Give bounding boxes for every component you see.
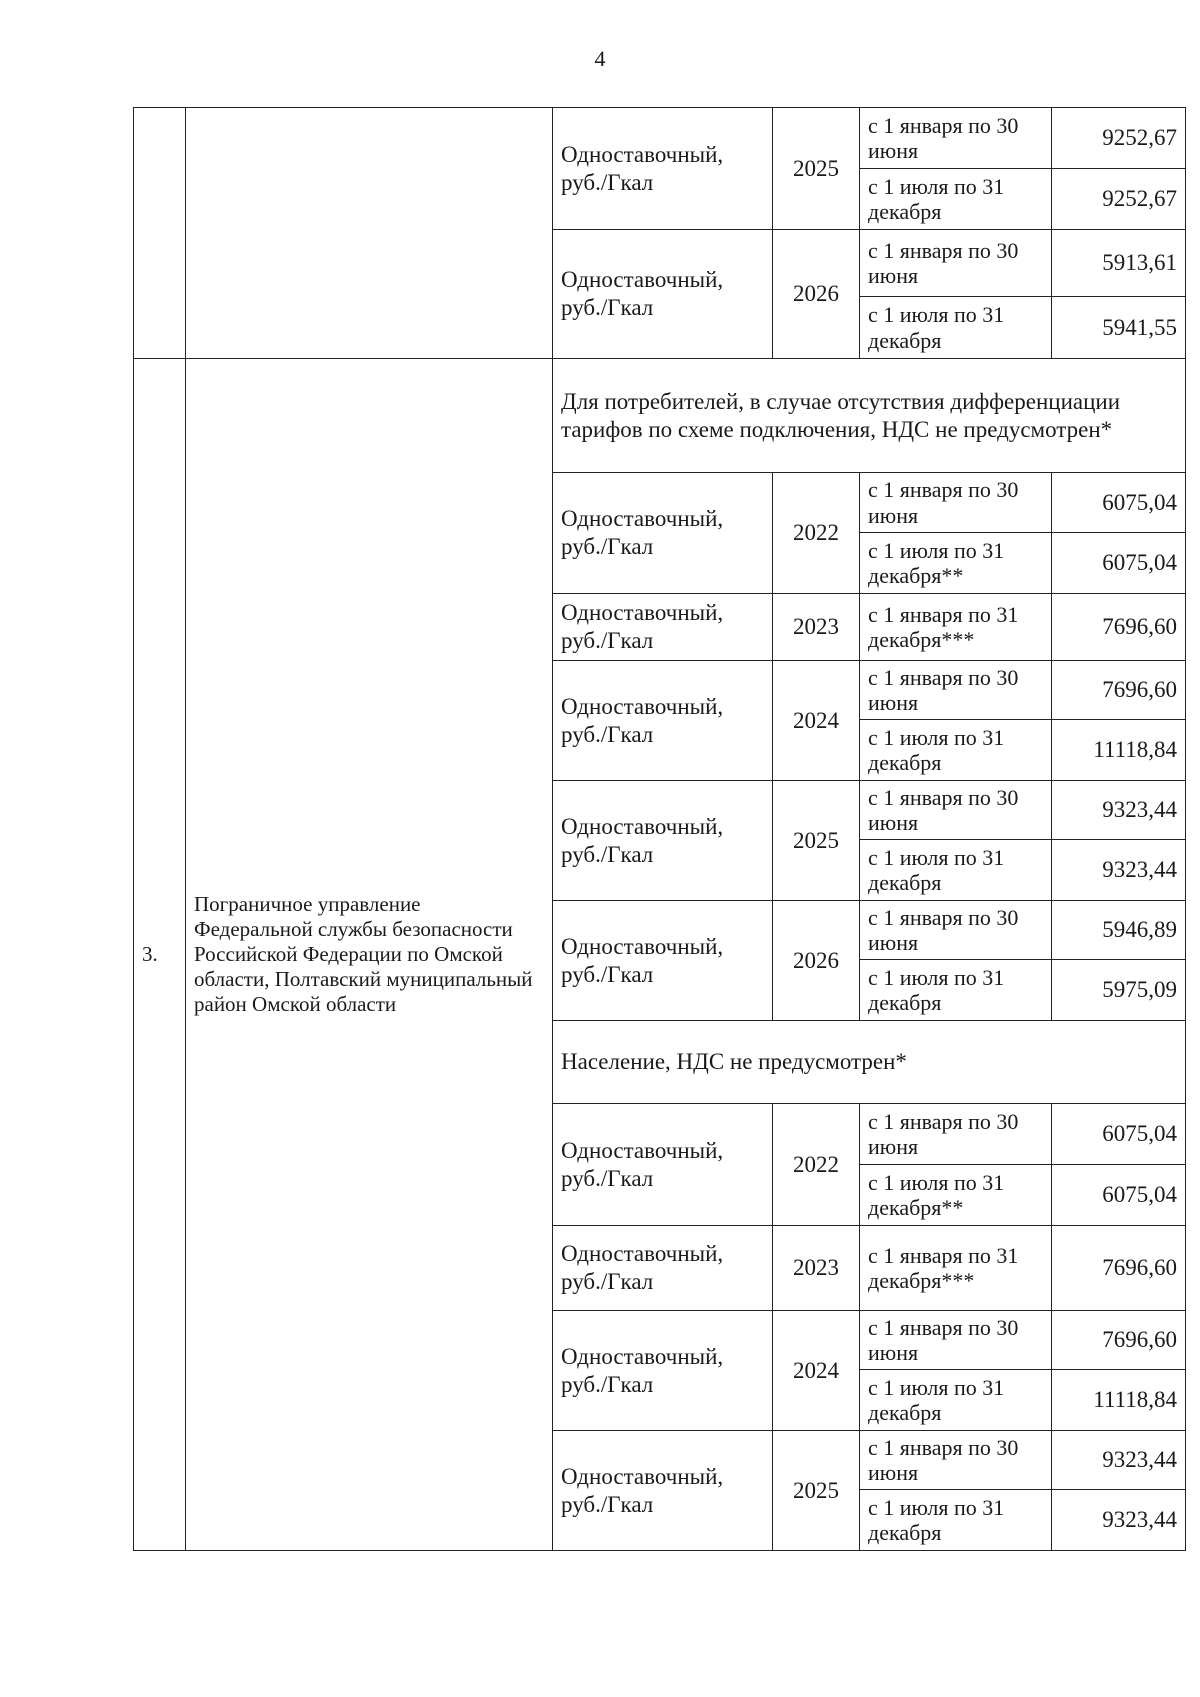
tariff-kind: Одноставочный, руб./Гкал: [553, 781, 773, 901]
tariff-kind: Одноставочный, руб./Гкал: [553, 230, 773, 359]
tariff-kind: Одноставочный, руб./Гкал: [553, 1311, 773, 1431]
cont-row-a1: [134, 108, 1186, 169]
tariff-price: 5946,89: [1052, 901, 1186, 960]
tariff-period: с 1 января по 30 июня: [860, 901, 1052, 960]
tariff-price: 9323,44: [1052, 781, 1186, 840]
tariff-price: 6075,04: [1052, 473, 1186, 533]
tariff-price: 7696,60: [1052, 661, 1186, 720]
tariff-period: с 1 июля по 31 декабря: [860, 1370, 1052, 1431]
cont-number-cell: [134, 108, 186, 359]
tariff-year: 2026: [773, 901, 860, 1021]
group-title-row: [134, 359, 1186, 473]
tariff-period: с 1 июля по 31 декабря: [860, 720, 1052, 781]
cont-organization-cell: [186, 108, 553, 359]
tariff-price: 9252,67: [1052, 108, 1186, 169]
tariff-price: 11118,84: [1052, 720, 1186, 781]
tariff-period: с 1 июля по 31 декабря**: [860, 533, 1052, 594]
tariff-period: с 1 января по 31 декабря***: [860, 594, 1052, 661]
tariff-price: 6075,04: [1052, 533, 1186, 594]
tariff-period: с 1 июля по 31 декабря: [860, 960, 1052, 1021]
tariff-period: с 1 июля по 31 декабря: [860, 1490, 1052, 1551]
tariff-table: [133, 107, 1186, 1551]
tariff-year: 2023: [773, 1226, 860, 1311]
tariff-year: 2023: [773, 594, 860, 661]
tariff-price: 5941,55: [1052, 297, 1186, 359]
tariff-price: 9323,44: [1052, 1431, 1186, 1490]
entry-number: 3.: [134, 359, 186, 1551]
tariff-kind: Одноставочный, руб./Гкал: [553, 1104, 773, 1226]
tariff-year: 2025: [773, 1431, 860, 1551]
tariff-year: 2022: [773, 473, 860, 594]
tariff-price: 9252,67: [1052, 169, 1186, 230]
tariff-period: с 1 января по 31 декабря***: [860, 1226, 1052, 1311]
tariff-price: 5975,09: [1052, 960, 1186, 1021]
tariff-price: 6075,04: [1052, 1104, 1186, 1165]
tariff-period: с 1 июля по 31 декабря**: [860, 1165, 1052, 1226]
tariff-period: с 1 января по 30 июня: [860, 661, 1052, 720]
tariff-period: с 1 июля по 31 декабря: [860, 840, 1052, 901]
tariff-price: 6075,04: [1052, 1165, 1186, 1226]
tariff-kind: Одноставочный, руб./Гкал: [553, 661, 773, 781]
tariff-kind: Одноставочный, руб./Гкал: [553, 1226, 773, 1311]
tariff-period: с 1 января по 30 июня: [860, 473, 1052, 533]
tariff-price: 9323,44: [1052, 1490, 1186, 1551]
tariff-year: 2022: [773, 1104, 860, 1226]
tariff-period: с 1 января по 30 июня: [860, 108, 1052, 169]
tariff-kind: Одноставочный, руб./Гкал: [553, 594, 773, 661]
tariff-period: с 1 января по 30 июня: [860, 230, 1052, 297]
tariff-kind: Одноставочный, руб./Гкал: [553, 108, 773, 230]
tariff-period: с 1 января по 30 июня: [860, 1311, 1052, 1370]
tariff-price: 7696,60: [1052, 594, 1186, 661]
tariff-year: 2025: [773, 781, 860, 901]
tariff-year: 2024: [773, 1311, 860, 1431]
tariff-year: 2024: [773, 661, 860, 781]
page-number: 4: [594, 46, 606, 71]
tariff-year: 2026: [773, 230, 860, 359]
consumer-group-title: Для потребителей, в случае отсутствия дифференциации тарифов по схеме подключения, НДС не предусмотрен*: [553, 359, 1186, 473]
tariff-period: с 1 января по 30 июня: [860, 1104, 1052, 1165]
tariff-period: с 1 января по 30 июня: [860, 1431, 1052, 1490]
tariff-price: 5913,61: [1052, 230, 1186, 297]
tariff-period: с 1 января по 30 июня: [860, 781, 1052, 840]
consumer-group-title: Население, НДС не предусмотрен*: [553, 1021, 1186, 1104]
tariff-price: 9323,44: [1052, 840, 1186, 901]
tariff-price: 11118,84: [1052, 1370, 1186, 1431]
tariff-price: 7696,60: [1052, 1226, 1186, 1311]
tariff-kind: Одноставочный, руб./Гкал: [553, 473, 773, 594]
tariff-period: с 1 июля по 31 декабря: [860, 169, 1052, 230]
entry-organization: Пограничное управление Федеральной службы безопасности Российской Федерации по Омской области, Полтавский муниципальный район Омской области: [186, 359, 553, 1551]
tariff-kind: Одноставочный, руб./Гкал: [553, 1431, 773, 1551]
tariff-price: 7696,60: [1052, 1311, 1186, 1370]
tariff-year: 2025: [773, 108, 860, 230]
tariff-table-body: [134, 108, 1186, 1551]
tariff-kind: Одноставочный, руб./Гкал: [553, 901, 773, 1021]
tariff-period: с 1 июля по 31 декабря: [860, 297, 1052, 359]
